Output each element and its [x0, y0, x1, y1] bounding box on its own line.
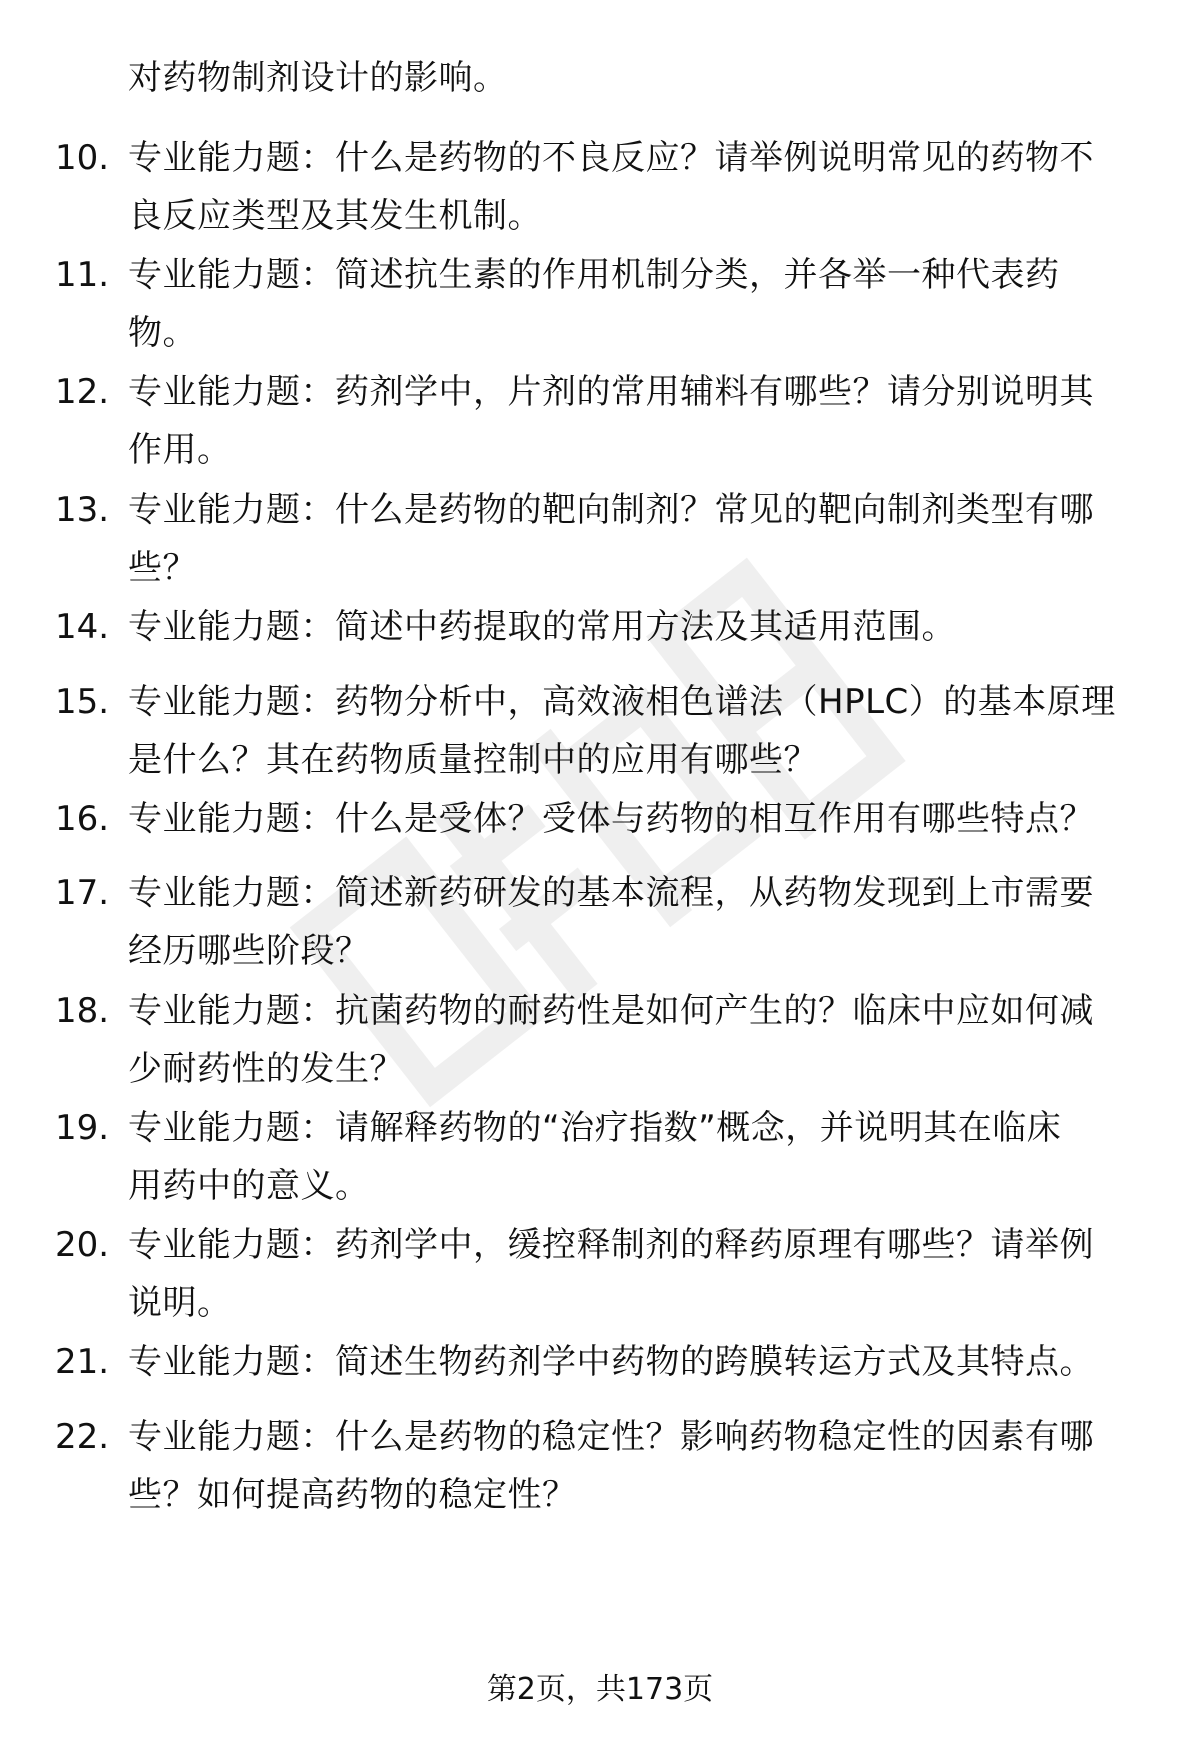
question-number: 14.	[55, 607, 110, 647]
question-number: 22.	[55, 1417, 110, 1457]
question-text-continued: 经历哪些阶段？	[128, 931, 370, 971]
question-text: 专业能力题：请解释药物的“治疗指数”概念，并说明其在临床	[128, 1108, 1062, 1148]
question-text-continued: 用药中的意义。	[128, 1166, 370, 1206]
question-number: 15.	[55, 682, 110, 722]
question-text: 专业能力题：简述中药提取的常用方法及其适用范围。	[128, 607, 956, 647]
question-text-continued: 些？	[128, 548, 197, 588]
question-number: 21.	[55, 1342, 110, 1382]
question-text: 专业能力题：药剂学中，缓控释制剂的释药原理有哪些？请举例	[128, 1225, 1094, 1265]
question-number: 16.	[55, 799, 110, 839]
question-text-continued: 良反应类型及其发生机制。	[128, 196, 542, 236]
question-number: 13.	[55, 490, 110, 530]
question-text: 专业能力题：药物分析中，高效液相色谱法（HPLC）的基本原理	[128, 682, 1116, 722]
question-number: 20.	[55, 1225, 110, 1265]
question-text-continued: 说明。	[128, 1283, 232, 1323]
question-text: 专业能力题：什么是药物的不良反应？请举例说明常见的药物不	[128, 138, 1094, 178]
question-text: 专业能力题：简述新药研发的基本流程，从药物发现到上市需要	[128, 873, 1094, 913]
question-number: 11.	[55, 255, 110, 295]
question-number: 18.	[55, 991, 110, 1031]
question-text: 专业能力题：简述生物药剂学中药物的跨膜转运方式及其特点。	[128, 1342, 1094, 1382]
page-footer: 第2页，共173页	[486, 1672, 714, 1707]
question-text-continued: 是什么？其在药物质量控制中的应用有哪些？	[128, 740, 818, 780]
question-text: 专业能力题：什么是药物的靶向制剂？常见的靶向制剂类型有哪	[128, 490, 1094, 530]
question-text: 专业能力题：什么是药物的稳定性？影响药物稳定性的因素有哪	[128, 1417, 1094, 1457]
question-number: 10.	[55, 138, 110, 178]
question-text-continued: 少耐药性的发生？	[128, 1049, 404, 1089]
question-number: 19.	[55, 1108, 110, 1148]
question-text: 专业能力题：简述抗生素的作用机制分类，并各举一种代表药	[128, 255, 1060, 295]
question-text-continued: 物。	[128, 313, 197, 353]
carryover-text: 对药物制剂设计的影响。	[128, 58, 508, 98]
question-text: 专业能力题：抗菌药物的耐药性是如何产生的？临床中应如何减	[128, 991, 1094, 1031]
question-number: 17.	[55, 873, 110, 913]
question-text: 专业能力题：什么是受体？受体与药物的相互作用有哪些特点？	[128, 799, 1094, 839]
question-text-continued: 作用。	[128, 430, 232, 470]
question-number: 12.	[55, 372, 110, 412]
question-text: 专业能力题：药剂学中，片剂的常用辅料有哪些？请分别说明其	[128, 372, 1094, 412]
question-text-continued: 些？如何提高药物的稳定性？	[128, 1475, 577, 1515]
